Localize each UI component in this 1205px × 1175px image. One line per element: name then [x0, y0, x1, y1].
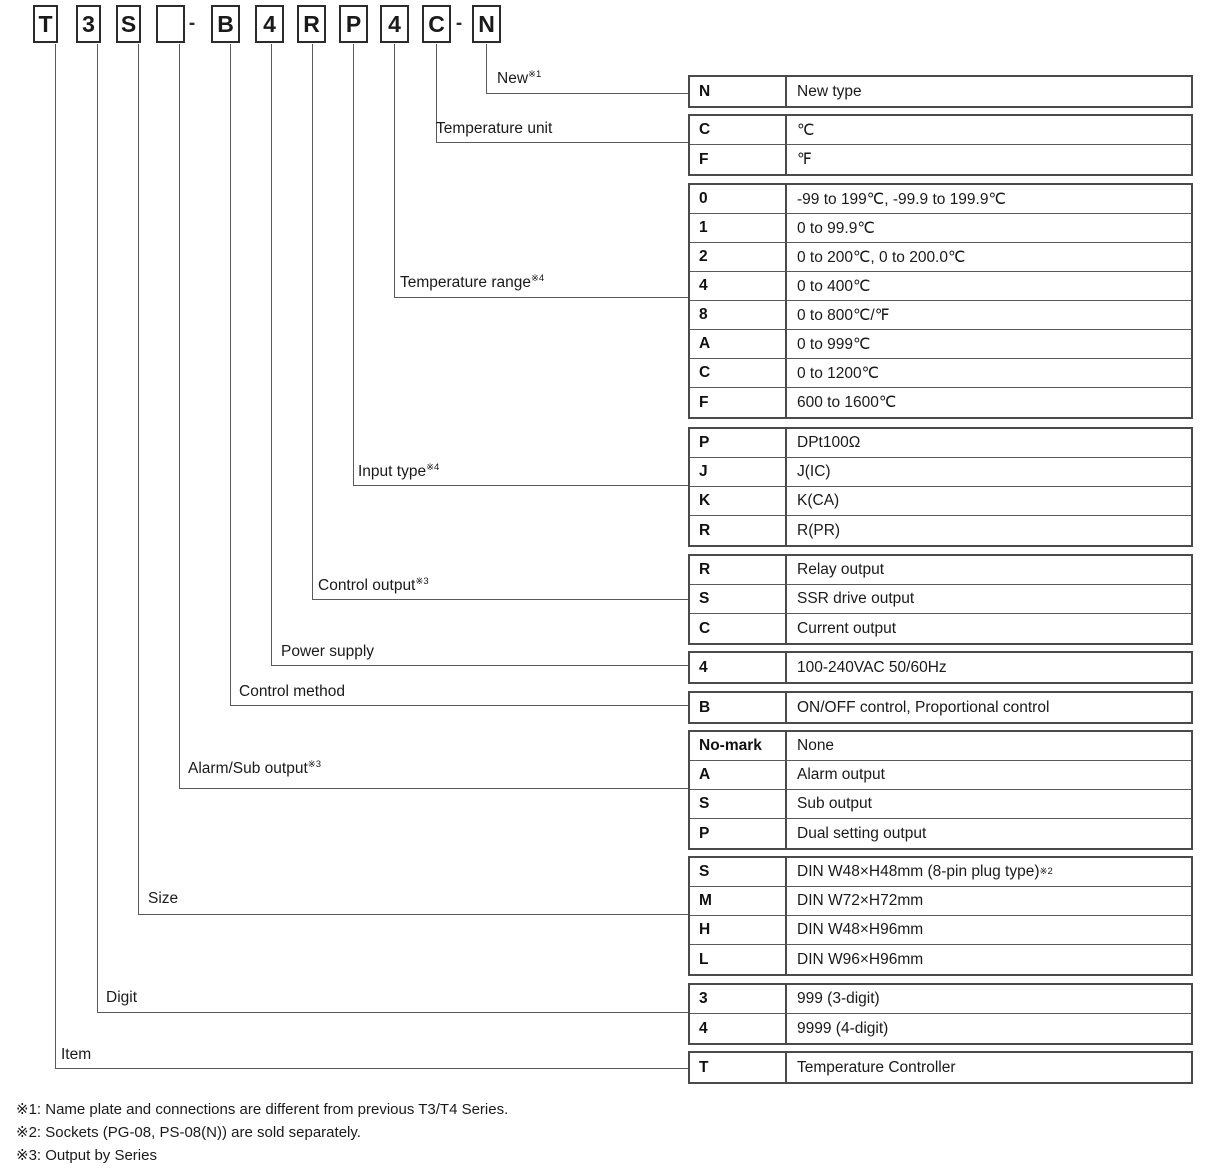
leader-run-temperature-range: [394, 297, 688, 298]
option-description-text: Temperature Controller: [797, 1058, 956, 1076]
option-row: [690, 116, 1191, 145]
option-row: [690, 458, 1191, 487]
option-row: [690, 77, 1191, 106]
leader-stem-control-method: [230, 44, 231, 705]
model-code-box: 4: [380, 5, 409, 43]
option-code: M: [690, 887, 787, 915]
footnote-marker: ※3: [415, 575, 429, 587]
option-description: [787, 916, 1191, 944]
option-description-text: 0 to 200℃, 0 to 200.0℃: [797, 248, 966, 266]
leader-stem-digit: [97, 44, 98, 1012]
option-description: DIN W48×H48mm (8-pin plug type) ※2: [797, 863, 1053, 880]
leader-stem-temperature-range: [394, 44, 395, 297]
option-description: [787, 653, 1191, 682]
option-code: R: [690, 516, 787, 545]
option-description-text: DIN W96×H96mm: [797, 950, 924, 968]
model-code-box: C: [422, 5, 451, 43]
leader-stem-input-type: [353, 44, 354, 485]
leader-label-item: [61, 1047, 91, 1063]
option-group-power-supply: [688, 651, 1193, 684]
leader-label-text: Item: [61, 1046, 92, 1063]
model-code-box: 3: [76, 5, 101, 43]
leader-label-text: Control output: [318, 577, 416, 594]
leader-label-alarm-sub-output: [188, 758, 322, 777]
option-description: [787, 693, 1191, 722]
option-description-text: 100-240VAC 50/60Hz: [797, 658, 947, 676]
option-description: [787, 1014, 1191, 1043]
option-description-text: None: [797, 737, 835, 754]
leader-label-text: New: [497, 70, 529, 87]
leader-label-temperature-range: [400, 272, 545, 291]
option-description-text: Dual setting output: [797, 824, 927, 842]
option-row: [690, 185, 1191, 214]
option-row: [690, 1053, 1191, 1082]
option-description-text: Relay output: [797, 561, 885, 578]
option-description: [787, 761, 1191, 789]
option-description-text: 600 to 1600℃: [797, 394, 897, 411]
option-description-text: New type: [797, 82, 862, 100]
option-code: H: [690, 916, 787, 944]
leader-stem-new: [486, 44, 487, 93]
model-code-box: P: [339, 5, 368, 43]
option-description-text: 999 (3-digit): [797, 990, 880, 1007]
option-description-text: 9999 (4-digit): [797, 1019, 889, 1037]
option-description: [787, 116, 1191, 144]
option-description-text: DPt100Ω: [797, 434, 861, 451]
footnotes: [16, 1098, 508, 1167]
option-code: P: [690, 429, 787, 457]
leader-stem-size: [138, 44, 139, 914]
option-description: [787, 985, 1191, 1013]
option-code: 0: [690, 185, 787, 213]
option-description: [787, 388, 1191, 417]
option-row: [690, 214, 1191, 243]
footnote-marker: ※4: [426, 461, 440, 473]
option-row: [690, 388, 1191, 417]
leader-label-digit: [106, 990, 137, 1006]
leader-run-digit: [97, 1012, 688, 1013]
leader-label-text: Size: [148, 890, 179, 907]
option-code: 3: [690, 985, 787, 1013]
option-description: [787, 330, 1191, 358]
option-description-text: ℉: [797, 151, 812, 168]
option-description: [787, 732, 1191, 760]
option-group-input-type: [688, 427, 1193, 547]
leader-run-item: [55, 1068, 688, 1069]
model-code-box: B: [211, 5, 240, 43]
option-description: [787, 272, 1191, 300]
model-code-box: S: [116, 5, 141, 43]
option-group-new: [688, 75, 1193, 108]
option-description-text: Sub output: [797, 795, 872, 812]
option-description: [787, 145, 1191, 174]
option-description: [787, 214, 1191, 242]
option-code: C: [690, 359, 787, 387]
option-description: [787, 945, 1191, 974]
option-code: B: [690, 693, 787, 722]
leader-label-text: Input type: [358, 463, 427, 480]
option-code: S: [690, 790, 787, 818]
option-description-text: DIN W48×H48mm (8-pin plug type): [797, 863, 1040, 880]
model-code-box: 4: [255, 5, 284, 43]
option-description-text: DIN W48×H96mm: [797, 921, 924, 938]
option-group-control-method: [688, 691, 1193, 724]
option-description-text: K(CA): [797, 492, 840, 509]
option-row: [690, 790, 1191, 819]
option-description: [787, 790, 1191, 818]
option-row: [690, 556, 1191, 585]
option-group-temperature-unit: [688, 114, 1193, 176]
leader-run-temperature-unit: [436, 142, 688, 143]
option-description: [787, 819, 1191, 848]
footnote-marker: ※1: [528, 68, 542, 80]
option-code: 2: [690, 243, 787, 271]
option-code: 8: [690, 301, 787, 329]
leader-stem-item: [55, 44, 56, 1068]
leader-label-control-method: [239, 684, 345, 700]
option-row: [690, 761, 1191, 790]
option-row: [690, 945, 1191, 974]
option-code: A: [690, 330, 787, 358]
option-row: [690, 487, 1191, 516]
option-row: [690, 145, 1191, 174]
footnote-marker: ※3: [307, 758, 322, 770]
option-group-control-output: [688, 554, 1193, 645]
option-description: [787, 516, 1191, 545]
leader-label-size: [148, 891, 178, 907]
option-description-text: ON/OFF control, Proportional control: [797, 698, 1050, 716]
option-description-text: 0 to 400℃: [797, 277, 871, 295]
leader-run-size: [138, 914, 688, 915]
option-description-text: 0 to 800℃/℉: [797, 306, 890, 324]
model-code-box: N: [472, 5, 501, 43]
option-code: C: [690, 614, 787, 643]
option-description-text: SSR drive output: [797, 590, 915, 607]
model-code-box: R: [297, 5, 326, 43]
option-row: [690, 272, 1191, 301]
option-code: No-mark: [690, 732, 787, 760]
leader-run-alarm-sub-output: [179, 788, 688, 789]
leader-label-text: Temperature unit: [436, 120, 553, 137]
option-description: [787, 301, 1191, 329]
option-row: [690, 985, 1191, 1014]
option-code: N: [690, 77, 787, 106]
option-code: 4: [690, 653, 787, 682]
option-group-alarm-sub-output: [688, 730, 1193, 850]
option-description: [787, 243, 1191, 271]
option-row: [690, 585, 1191, 614]
option-group-temperature-range: [688, 183, 1193, 419]
option-description: [787, 458, 1191, 486]
leader-label-text: Control method: [239, 683, 345, 700]
leader-stem-control-output: [312, 44, 313, 599]
option-row: [690, 516, 1191, 545]
option-code: J: [690, 458, 787, 486]
option-row: [690, 301, 1191, 330]
model-code-separator: -: [188, 13, 196, 34]
option-description-text: 0 to 999℃: [797, 335, 871, 353]
option-row: [690, 614, 1191, 643]
leader-run-power-supply: [271, 665, 688, 666]
leader-label-new: [497, 68, 542, 87]
option-description: [787, 887, 1191, 915]
model-code-box: [156, 5, 185, 43]
option-description: [787, 77, 1191, 106]
leader-label-input-type: [358, 461, 440, 480]
option-row: [690, 858, 1191, 887]
option-row: [690, 243, 1191, 272]
option-description-text: R(PR): [797, 521, 841, 539]
leader-stem-power-supply: [271, 44, 272, 665]
option-description: [787, 585, 1191, 613]
footnote-line: ※3: Output by Series: [16, 1147, 157, 1164]
option-description-text: ℃: [797, 121, 815, 139]
leader-run-control-output: [312, 599, 688, 600]
option-group-digit: [688, 983, 1193, 1045]
option-description-text: -99 to 199℃, -99.9 to 199.9℃: [797, 190, 1006, 208]
option-description: [787, 185, 1191, 213]
option-description: [787, 556, 1191, 584]
option-row: [690, 653, 1191, 682]
footnote-line: ※2: Sockets (PG-08, PS-08(N)) are sold separately.: [16, 1124, 361, 1141]
leader-label-control-output: [318, 575, 429, 594]
leader-label-power-supply: [281, 644, 374, 660]
option-group-item: [688, 1051, 1193, 1084]
option-description-text: Current output: [797, 619, 897, 637]
leader-label-temperature-unit: [436, 121, 552, 137]
option-code: A: [690, 761, 787, 789]
option-row: [690, 429, 1191, 458]
option-description: [787, 614, 1191, 643]
option-code: F: [690, 388, 787, 417]
option-description-text: 0 to 99.9℃: [797, 219, 875, 237]
option-row: [690, 732, 1191, 761]
option-code: 4: [690, 272, 787, 300]
option-description-text: J(IC): [797, 463, 831, 480]
option-row: [690, 330, 1191, 359]
footnote-line: ※1: Name plate and connections are different from previous T3/T4 Series.: [16, 1101, 509, 1118]
option-code: 1: [690, 214, 787, 242]
model-code-box: T: [33, 5, 58, 43]
option-group-size: [688, 856, 1193, 976]
option-row: [690, 1014, 1191, 1043]
model-code-separator: -: [455, 13, 463, 34]
option-description-text: 0 to 1200℃: [797, 364, 880, 382]
leader-run-input-type: [353, 485, 688, 486]
leader-label-text: Temperature range: [400, 274, 531, 291]
option-row: [690, 693, 1191, 722]
option-code: R: [690, 556, 787, 584]
option-row: [690, 359, 1191, 388]
option-code: 4: [690, 1014, 787, 1043]
option-code: T: [690, 1053, 787, 1082]
option-row: [690, 916, 1191, 945]
option-row: [690, 819, 1191, 848]
option-description-text: DIN W72×H72mm: [797, 892, 924, 909]
option-code: C: [690, 116, 787, 144]
option-description-text: Alarm output: [797, 766, 885, 783]
option-code: S: [690, 858, 787, 886]
option-code: S: [690, 585, 787, 613]
leader-label-text: Alarm/Sub output: [188, 760, 308, 777]
option-code: L: [690, 945, 787, 974]
option-description: [787, 1053, 1191, 1082]
leader-label-text: Power supply: [281, 643, 375, 660]
option-code: K: [690, 487, 787, 515]
leader-label-text: Digit: [106, 989, 138, 1006]
option-description: [787, 487, 1191, 515]
option-description: [787, 359, 1191, 387]
option-description: [787, 429, 1191, 457]
leader-stem-alarm-sub-output: [179, 44, 180, 788]
footnote-marker: ※4: [530, 272, 545, 284]
leader-run-new: [486, 93, 688, 94]
option-code: F: [690, 145, 787, 174]
option-code: P: [690, 819, 787, 848]
leader-run-control-method: [230, 705, 688, 706]
option-row: [690, 887, 1191, 916]
